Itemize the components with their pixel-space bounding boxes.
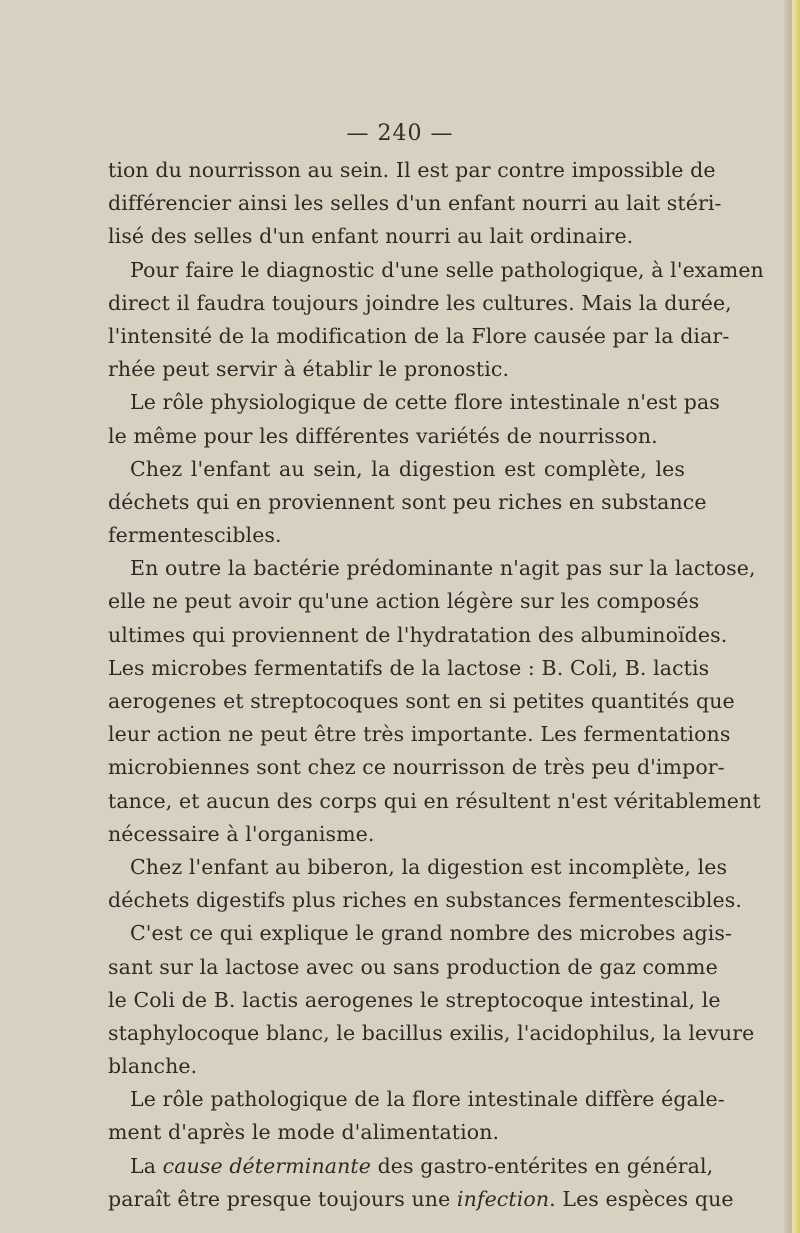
text-line: lisé des selles d'un enfant nourri au lait ordinaire. xyxy=(108,224,634,249)
text-line: blanche. xyxy=(108,1054,198,1079)
text-segment: La xyxy=(130,1153,163,1178)
page-edge xyxy=(784,0,800,1233)
text-line: le même pour les différentes variétés de nourrisson. xyxy=(108,423,658,448)
text-line: le Coli de B. lactis aerogenes le streptocoque intestinal, le xyxy=(108,987,721,1012)
text-line: Le rôle pathologique de la flore intestinale diffère égale- xyxy=(130,1087,725,1112)
text-segment: des gastro-entérites en général, xyxy=(370,1153,714,1178)
text-line: fermentescibles. xyxy=(108,523,282,548)
text-line: aerogenes et streptocoques sont en si petites quantités que xyxy=(108,689,735,713)
text-line: Pour faire le diagnostic d'une selle pathologique, à l'examen xyxy=(130,257,764,282)
text-line: déchets digestifs plus riches en substances fermentescibles. xyxy=(108,888,742,913)
text-line xyxy=(108,1183,734,1216)
text-line: microbiennes sont chez ce nourrisson de très peu d'impor- xyxy=(108,755,725,780)
text-line: sant sur la lactose avec ou sans production de gaz comme xyxy=(108,954,718,979)
text-line: déchets qui en proviennent sont peu riches en substance xyxy=(108,489,707,514)
text-line: leur action ne peut être très importante. Les fermentations xyxy=(108,722,731,747)
text-line: staphylocoque blanc, le bacillus exilis, l'acidophilus, la levure xyxy=(108,1020,755,1045)
text-line xyxy=(108,1150,714,1183)
body-text xyxy=(108,154,764,1216)
text-line: ultimes qui proviennent de l'hydratation des albuminoïdes. xyxy=(108,622,728,647)
text-line: En outre la bactérie prédominante n'agit pas sur la lactose, xyxy=(130,556,756,581)
text-segment: . Les espèces que xyxy=(549,1186,734,1211)
italic-text: cause déterminante xyxy=(162,1153,371,1178)
text-line: l'intensité de la modification de la Flore causée par la diar- xyxy=(108,323,730,348)
text-line: nécessaire à l'organisme. xyxy=(108,821,375,846)
text-line: Chez l'enfant au sein, la digestion est complète, les xyxy=(130,456,685,481)
text-line: différencier ainsi les selles d'un enfant nourri au lait stéri- xyxy=(108,191,722,216)
text-line: elle ne peut avoir qu'une action légère sur les composés xyxy=(108,589,700,614)
text-line: tion du nourrisson au sein. Il est par contre impossible de xyxy=(108,158,716,182)
text-line: C'est ce qui explique le grand nombre des microbes agis- xyxy=(130,921,733,946)
italic-text: infection xyxy=(456,1186,550,1211)
text-line: ment d'après le mode d'alimentation. xyxy=(108,1120,500,1145)
page-number: — 240 — xyxy=(346,121,454,146)
text-segment: paraît être presque toujours une xyxy=(108,1186,457,1211)
text-line: direct il faudra toujours joindre les cultures. Mais la durée, xyxy=(108,290,732,315)
text-line: tance, et aucun des corps qui en résultent n'est véritablement xyxy=(108,788,761,813)
text-line: Chez l'enfant au biberon, la digestion est incomplète, les xyxy=(130,854,728,879)
text-line: Le rôle physiologique de cette flore intestinale n'est pas xyxy=(130,390,720,415)
text-line: Les microbes fermentatifs de la lactose : B. Coli, B. lactis xyxy=(108,655,710,680)
text-line: rhée peut servir à établir le pronostic. xyxy=(108,357,510,382)
